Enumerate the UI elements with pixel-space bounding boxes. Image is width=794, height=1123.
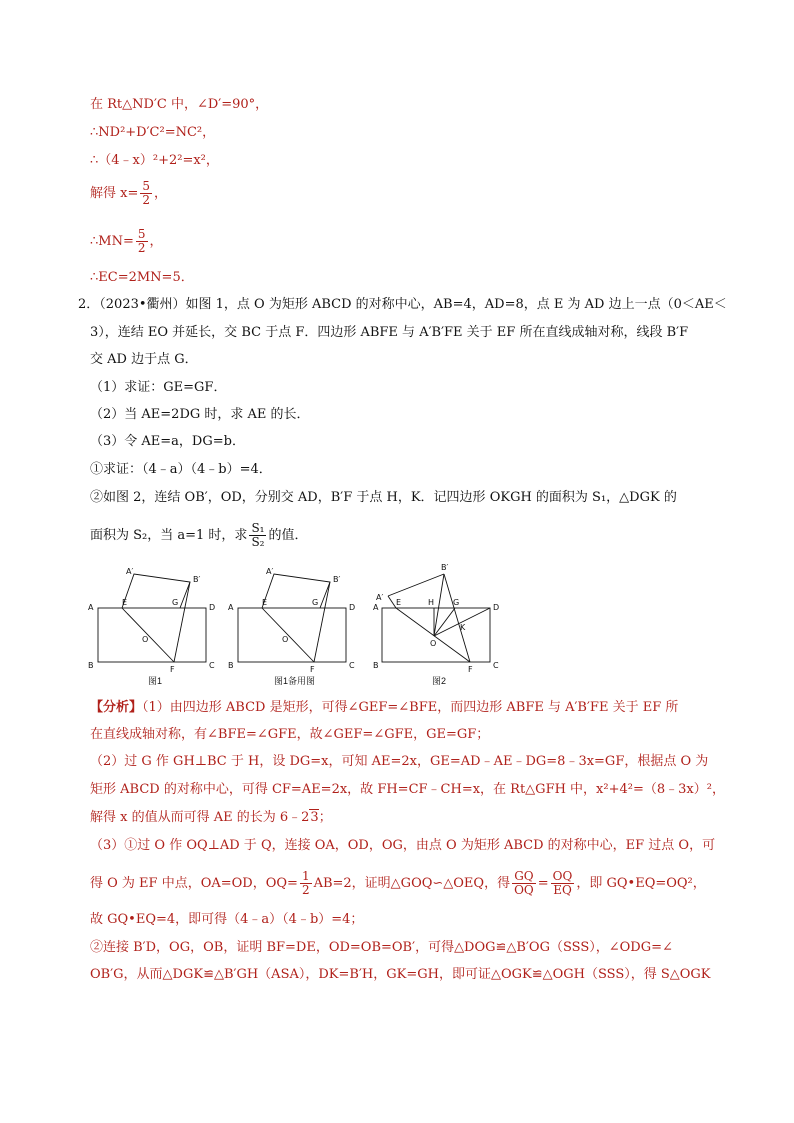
label-b: B [228, 661, 234, 670]
fraction [140, 180, 152, 207]
solution-line-6: ∴EC=2MN=5． [90, 270, 194, 285]
solution-line-3: ∴（4﹣x）²+2²=x²， [90, 153, 219, 168]
question-text: 面积为 S₂，当 a=1 时，求 [90, 528, 248, 543]
fraction-denominator: EQ [553, 883, 572, 897]
equals-sign: = [537, 876, 549, 891]
question-3: （3）令 AE=a，DG=b． [90, 434, 245, 449]
question-3-part-1: ①求证：（4﹣a）（4﹣b）=4． [90, 462, 272, 477]
fig1b-line-bf [314, 582, 330, 662]
geometry-figures [84, 560, 514, 690]
label-c: C [209, 661, 215, 670]
label-d: D [209, 603, 216, 612]
solution-line-5 [90, 228, 163, 255]
fig1-caption: 图1 [148, 676, 163, 686]
label-k: K [460, 623, 466, 632]
fraction [551, 870, 575, 897]
analysis-line-3: （2）过 G 作 GH⊥BC 于 H，设 DG=x，可知 AE=2x，GE=AD﹣AE﹣DG=8﹣3x=GF，根据点 O 为 [90, 754, 709, 769]
label-b-prime: B′ [193, 575, 201, 584]
analysis-line-2: 在直线成轴对称，有∠BFE=∠GFE，故∠GEF=∠GFE，GE=GF； [90, 727, 490, 742]
fraction-denominator: 2 [142, 193, 150, 207]
label-a: A [228, 603, 234, 612]
analysis-line-8: 故 GQ•EQ=4，即可得（4﹣a）（4﹣b）=4； [90, 912, 364, 927]
solution-line-1: 在 Rt△ND′C 中，∠D′=90°， [90, 97, 269, 112]
analysis-text: 解得 x 的值从而可得 AE 的长为 6﹣2 [90, 810, 310, 825]
label-d: D [493, 603, 500, 612]
analysis-line-7 [90, 870, 706, 897]
fraction-numerator: 1 [301, 869, 310, 883]
label-f: F [310, 665, 315, 674]
label-b: B [373, 661, 379, 670]
analysis-text: （1）由四边形 ABCD 是矩形，可得∠GEF=∠BFE，而四边形 ABFE 与 A′B′FE 关于 EF 所 [142, 700, 679, 715]
label-g: G [453, 598, 460, 607]
solution-line-4-end: ， [154, 186, 168, 201]
fraction [512, 870, 536, 897]
fraction-numerator: GQ [512, 870, 536, 884]
label-e: E [262, 598, 268, 607]
label-b-prime: B′ [441, 563, 449, 572]
question-3-part-2: ②如图 2，连结 OB′，OD，分别交 AD，B′F 于点 H，K．记四边形 OKGH 的面积为 S₁，△DGK 的 [90, 490, 677, 505]
analysis-text-end: ，即 GQ•EQ=OQ²， [576, 876, 706, 891]
analysis-line-9: ②连接 B′D，OG，OB，证明 BF=DE，OD=OB=OB′，可得△DOG≌△B′OG（SSS），∠ODG=∠ [90, 940, 673, 955]
solution-line-5-end: ， [149, 234, 163, 249]
label-f: F [170, 665, 175, 674]
label-o: O [430, 639, 437, 648]
solution-line-2: ∴ND²+D′C²=NC²， [90, 125, 216, 140]
fraction [136, 228, 148, 255]
fraction-numerator: S₁ [251, 521, 265, 535]
analysis-line-6: （3）①过 O 作 OQ⊥AD 于 Q，连接 OA，OD，OG，由点 O 为矩形 ABCD 的对称中心，EF 过点 O，可 [90, 838, 716, 853]
label-a-prime: A′ [376, 593, 384, 602]
label-c: C [493, 661, 499, 670]
fig1-line-bf [174, 582, 190, 662]
label-c: C [349, 661, 355, 670]
solution-line-4 [90, 180, 167, 207]
problem-line-1: 2．（2023•衢州）如图 1，点 O 为矩形 ABCD 的对称中心，AB=4，AD=8，点 E 为 AD 边上一点（0＜AE＜ [78, 297, 727, 312]
analysis-line-4: 矩形 ABCD 的对称中心，可得 CF=AE=2x，故 FH=CF﹣CH=x，在 Rt△GFH 中，x²+4²=（8﹣3x）²， [90, 782, 725, 797]
analysis-line-5 [90, 808, 332, 828]
problem-line-3: 交 AD 边于点 G． [90, 352, 198, 367]
fig2-line-ab [388, 574, 444, 596]
analysis-text-end: ； [318, 810, 332, 825]
label-a-prime: A′ [266, 567, 274, 576]
analysis-text: AB=2，证明△GOQ∽△OEQ，得 [313, 876, 511, 891]
solution-line-4-text: 解得 x= [90, 186, 139, 201]
analysis-line-10: OB′G，从而△DGK≌△B′GH（ASA），DK=B′H，GK=GH，即可证△OGK≌△OGH（SSS），得 S△OGK [90, 967, 711, 982]
fraction-numerator: 5 [142, 179, 150, 193]
fraction-numerator: OQ [552, 869, 573, 883]
question-2: （2）当 AE=2DG 时，求 AE 的长． [90, 407, 310, 422]
fig2-caption: 图2 [432, 676, 447, 686]
label-e: E [396, 598, 402, 607]
question-text-end: 的值． [268, 528, 308, 543]
fraction-denominator: 2 [137, 241, 146, 255]
fig2-line-ae [388, 596, 396, 608]
analysis-line-1 [90, 698, 678, 718]
fig2-line-og [434, 608, 455, 636]
fig1-rectangle [98, 608, 206, 662]
label-d: D [349, 603, 356, 612]
label-o: O [142, 635, 149, 644]
square-root: 3 [310, 810, 319, 825]
fraction-numerator: 5 [137, 227, 146, 241]
fig1-reflected-quad [122, 574, 190, 608]
fig2-line-bo [434, 574, 444, 636]
problem-line-2: 3），连结 EO 并延长，交 BC 于点 F．四边形 ABFE 与 A′B′FE 关于 EF 所在直线成轴对称，线段 B′F [90, 325, 689, 340]
fraction [249, 522, 266, 549]
label-h: H [428, 598, 435, 607]
label-a-prime: A′ [126, 567, 134, 576]
fraction [300, 870, 312, 897]
question-1: （1）求证：GE=GF． [90, 380, 227, 395]
fig1b-rectangle [238, 608, 346, 662]
label-b-prime: B′ [333, 575, 341, 584]
fraction-denominator: OQ [514, 883, 534, 897]
fig1b-reflected-quad [262, 574, 330, 608]
label-b: B [88, 661, 94, 670]
fraction-denominator: 2 [301, 883, 310, 897]
analysis-tag: 【分析】 [90, 700, 143, 715]
label-e: E [122, 598, 128, 607]
label-a: A [373, 603, 379, 612]
figures [84, 560, 514, 690]
fig2-line-ef [396, 608, 470, 662]
label-o: O [282, 635, 289, 644]
label-g: G [172, 598, 179, 607]
fraction-denominator: S₂ [251, 535, 265, 549]
question-3-part-2-cont [90, 522, 307, 549]
label-g: G [312, 598, 319, 607]
label-a: A [88, 603, 94, 612]
label-f: F [468, 665, 473, 674]
analysis-text: 得 O 为 EF 中点，OA=OD，OQ= [90, 876, 298, 891]
fig1b-caption: 图1备用图 [274, 676, 316, 686]
solution-line-5-text: ∴MN= [90, 234, 134, 249]
